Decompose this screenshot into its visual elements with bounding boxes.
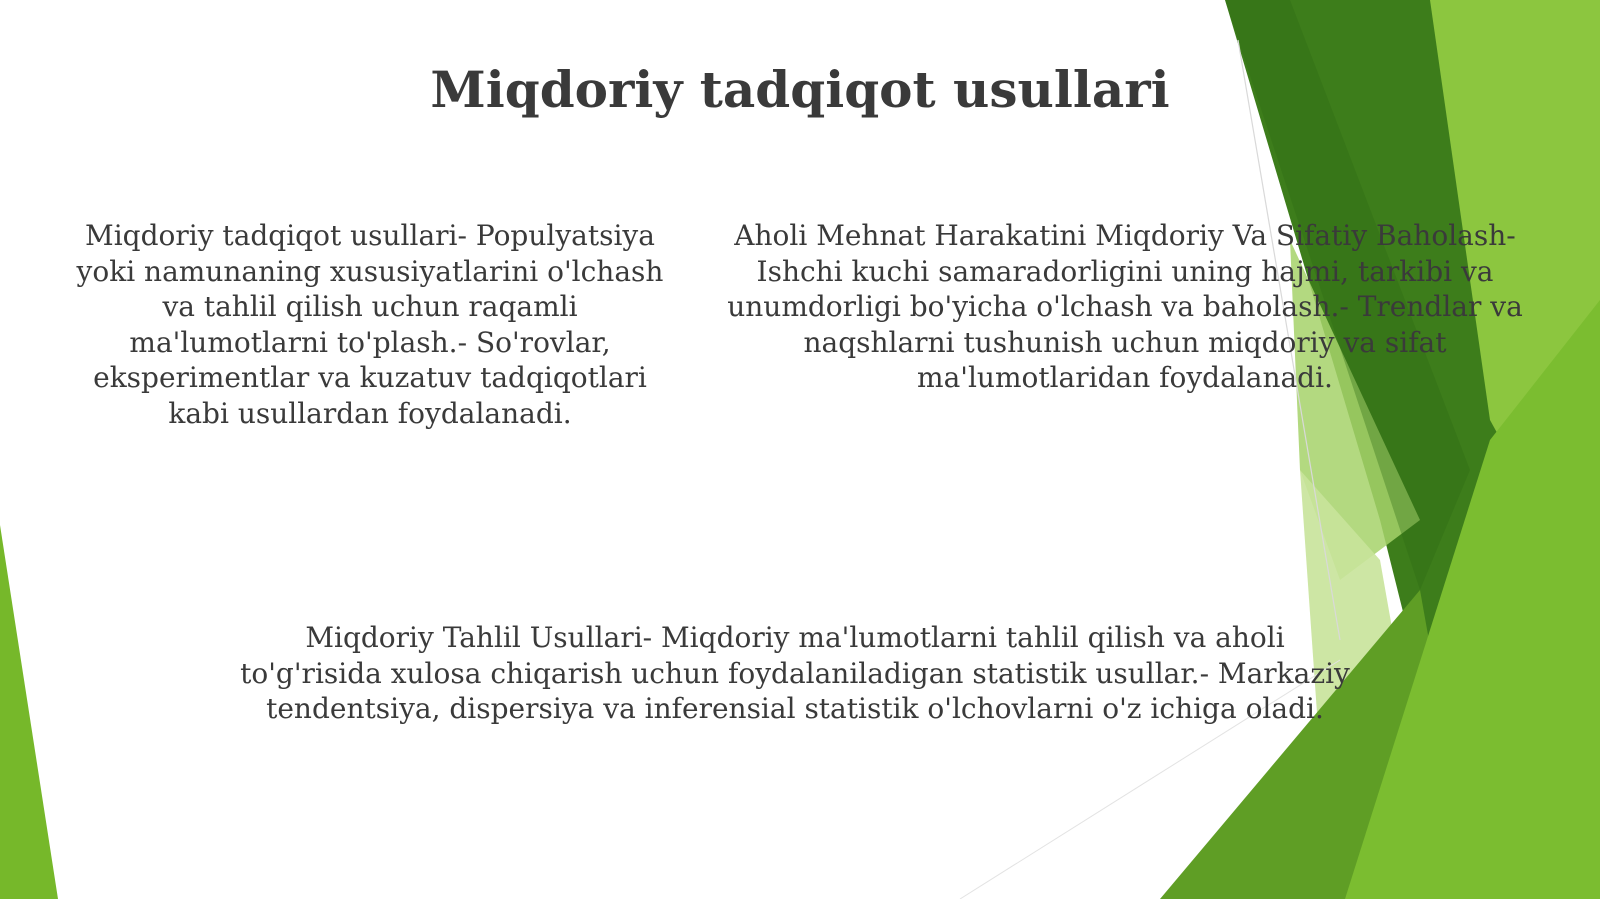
text-line: yoki namunaning xususiyatlarini o'lchash <box>76 254 664 288</box>
text-line: Ishchi kuchi samaradorligini uning hajmi, tarkibi va <box>756 254 1494 288</box>
text-line: eksperimentlar va kuzatuv tadqiqotlari <box>93 361 647 394</box>
text-line: kabi usullardan foydalanadi. <box>168 396 572 430</box>
slide-title: Miqdoriy tadqiqot usullari <box>430 60 1170 119</box>
left-green-sliver <box>0 525 58 899</box>
text-line: naqshlarni tushunish uchun miqdoriy va sifat <box>803 325 1447 359</box>
text-line: to'g'risida xulosa chiqarish uchun foydalaniladigan statistik usullar.- Markaziy <box>240 656 1350 690</box>
text-line: Miqdoriy Tahlil Usullari- Miqdoriy ma'lumotlarni tahlil qilish va aholi <box>305 621 1285 654</box>
text-block-analysis-methods <box>225 620 1365 727</box>
text-line: ma'lumotlarni to'plash.- So'rovlar, <box>129 325 611 359</box>
text-line: Miqdoriy tadqiqot usullari- Populyatsiya <box>85 219 655 252</box>
text-line: Aholi Mehnat Harakatini Miqdoriy Va Sifatiy Baholash- <box>734 219 1516 252</box>
text-line: ma'lumotlaridan foydalanadi. <box>917 361 1333 394</box>
text-line: va tahlil qilish uchun raqamli <box>162 290 578 323</box>
text-block-labor-assessment <box>710 218 1540 396</box>
text-line: tendentsiya, dispersiya va inferensial statistik o'lchovlarni o'z ichiga oladi. <box>266 692 1324 725</box>
text-block-quantitative-methods <box>60 218 680 431</box>
text-line: unumdorligi bo'yicha o'lchash va baholash.- Trendlar va <box>727 290 1523 323</box>
